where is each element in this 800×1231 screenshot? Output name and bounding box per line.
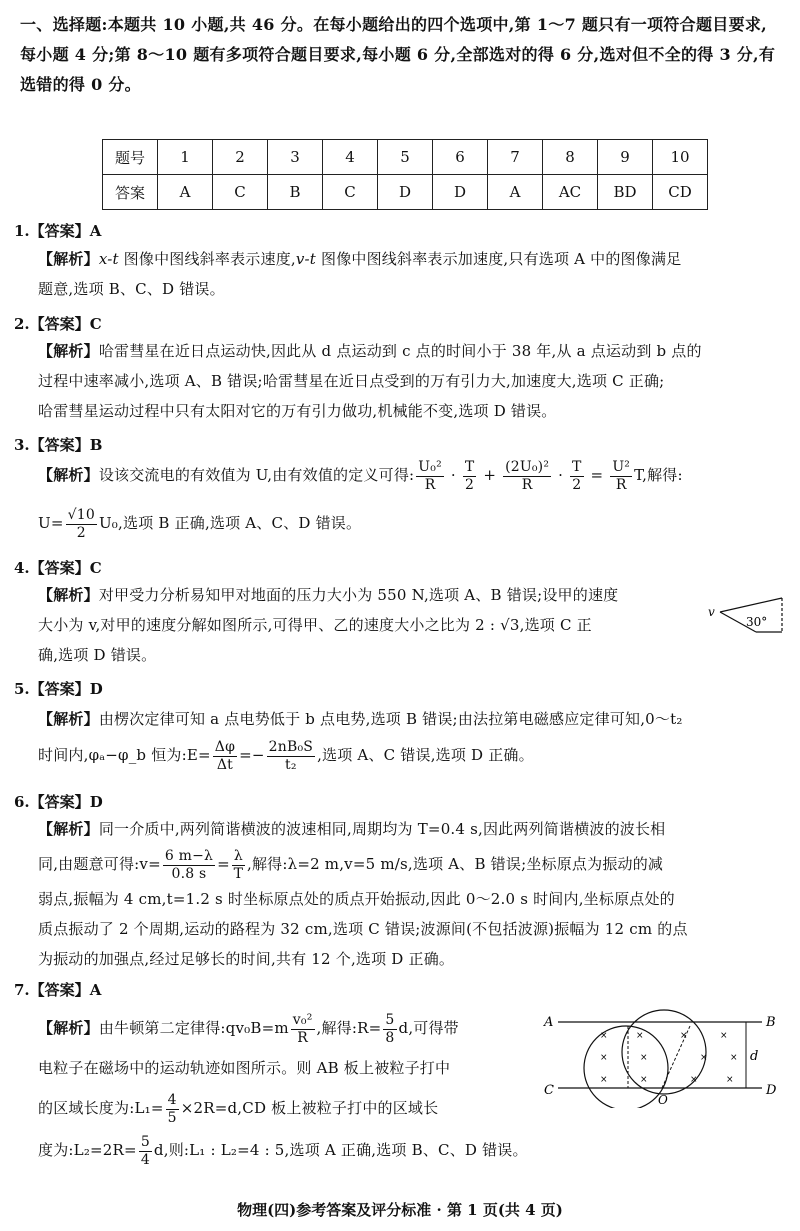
q1-answer: 1.【答案】A: [14, 222, 102, 240]
table-cell: BD: [598, 175, 653, 210]
q6-analysis: 【解析】同一介质中,两列简谐横波的波速相同,周期均为 T=0.4 s,因此两列简谐横波的波长相 同,由题意可得:v= $\frac{6 m-\lambda}{0.8 s}$ = $\frac{\lambda}{T}$ ,解得:λ=2 m,v=5 m/s,选项 A、B 错误;坐标原点为振动的减 弱点,振幅为 4 cm,t=1.2 s 时坐标原点处的质点开始振动,因此 0～2.0 s 时间内,坐标原点处的 质点振动了 2 个周期,运动的路程为 32 cm,选项 C 错误;波源间(不包括波源)振幅为 12 cm 的点 为振动的加强点,经过足够长的时间,共有 12 个,选项 D 正确。: [38, 820, 688, 968]
field-mark: ×: [726, 1075, 734, 1085]
q3-answer: 3.【答案】B: [14, 436, 103, 454]
q4-answer: 4.【答案】C: [14, 559, 102, 577]
label-d: d: [750, 1049, 759, 1064]
table-cell: AC: [543, 175, 598, 210]
label-B: B: [766, 1015, 776, 1030]
answer-table: [102, 139, 708, 210]
q7-analysis-last: 度为:L₂=2R= $\frac{5}{4}$ d,则:L₁ : L₂=4 : 5,选项 A 正确,选项 B、C、D 错误。: [38, 1133, 528, 1168]
table-row: [103, 140, 708, 175]
table-cell: 1: [158, 140, 213, 175]
fraction: $\frac{\text{U²}}{R}$: [612, 458, 631, 493]
velocity-arrow: [720, 598, 782, 612]
fraction: $\frac{\text{v₀²}}{R}$: [292, 1011, 313, 1046]
field-mark: ×: [700, 1053, 708, 1063]
field-mark: ×: [600, 1075, 608, 1085]
fraction: $\frac{6 m-\lambda}{0.8 s}$: [164, 847, 214, 882]
label-C: C: [544, 1083, 554, 1098]
q1-analysis: 【解析】x-t 图像中图线斜率表示速度,v-t 图像中图线斜率表示加速度,只有选项 A 中的图像满足 题意,选项 B、C、D 错误。: [38, 250, 682, 298]
magnetic-field-figure: [540, 1008, 790, 1108]
fraction: $\frac{\text{2nB₀S}}{\text{t₂}}$: [268, 738, 314, 773]
field-mark: ×: [600, 1031, 608, 1041]
table-cell: 8: [543, 140, 598, 175]
table-cell: D: [433, 175, 488, 210]
section-intro: 一、选择题:本题共 10 小题,共 46 分。在每小题给出的四个选项中,第 1～7 题只有一项符合题目要求,每小题 4 分;第 8～10 题有多项符合题目要求,每小题 6 分,全部选对的得 6 分,选对但不全的得 3 分,有选错的得 0 分。: [20, 15, 776, 94]
fraction: $\frac{\text{U₀²}}{R}$: [418, 458, 442, 493]
q5-answer: 5.【答案】D: [14, 680, 103, 698]
fraction: $\frac{T}{2}$: [464, 458, 475, 493]
table-cell: B: [268, 175, 323, 210]
table-cell: C: [323, 175, 378, 210]
field-mark: ×: [680, 1031, 688, 1041]
table-cell: A: [488, 175, 543, 210]
table-cell: 6: [433, 140, 488, 175]
table-cell: 9: [598, 140, 653, 175]
fraction: $\frac{\text{(2U₀)²}}{R}$: [505, 458, 550, 493]
q7-answer: 7.【答案】A: [14, 981, 102, 999]
q6-answer: 6.【答案】D: [14, 793, 103, 811]
label-A: A: [544, 1015, 554, 1030]
field-mark: ×: [636, 1031, 644, 1041]
table-cell: 3: [268, 140, 323, 175]
velocity-decomposition-figure: [706, 594, 790, 638]
fraction: $\frac{4}{5}$: [167, 1091, 177, 1126]
field-mark: ×: [600, 1053, 608, 1063]
trajectory-circle-1: [584, 1026, 668, 1108]
table-cell: 5: [378, 140, 433, 175]
table-cell: C: [213, 175, 268, 210]
field-mark: ×: [640, 1053, 648, 1063]
table-cell: A: [158, 175, 213, 210]
q2-analysis: 【解析】哈雷彗星在近日点运动快,因此从 d 点运动到 c 点的时间小于 38 年,从 a 点运动到 b 点的 过程中速率减小,选项 A、B 错误;哈雷彗星在近日点受到的万有引力大,加速度大,选项 C 正确; 哈雷彗星运动过程中只有太阳对它的万有引力做功,机械能不变,选项 D 错误。: [38, 342, 702, 420]
field-mark: ×: [720, 1031, 728, 1041]
table-cell: 7: [488, 140, 543, 175]
q3-analysis: 【解析】设该交流电的有效值为 U,由有效值的定义可得: $\frac{\text{U₀²}}{R}$ · $\frac{T}{2}$ + $\frac{\text{(2U₀)²}}{R}$ · $\frac{T}{2}$ = $\frac{\text{U²}}{R}$ T,解得: U= $\frac{√10}{2}$ U₀,选项 B 正确,选项 A、C、D 错误。: [38, 458, 683, 541]
q2-answer: 2.【答案】C: [14, 315, 102, 333]
table-cell: D: [378, 175, 433, 210]
field-mark: ×: [640, 1075, 648, 1085]
label-O: O: [658, 1093, 668, 1107]
table-cell: 2: [213, 140, 268, 175]
field-mark: ×: [730, 1053, 738, 1063]
table-cell: 4: [323, 140, 378, 175]
angle-label: 30°: [746, 615, 768, 629]
fraction: $\frac{5}{4}$: [140, 1133, 150, 1168]
table-cell: CD: [653, 175, 708, 210]
velocity-label: v: [708, 605, 715, 619]
label-D: D: [766, 1083, 777, 1098]
fraction: $\frac{T}{2}$: [572, 458, 582, 493]
table-header-cell: 答案: [103, 175, 158, 210]
page-footer: 物理(四)参考答案及评分标准 · 第 1 页(共 4 页): [237, 1201, 563, 1219]
field-mark: ×: [690, 1075, 698, 1085]
fraction: $\frac{\lambda}{T}$: [233, 847, 244, 882]
fraction: $\frac{√10}{2}$: [67, 506, 95, 541]
table-cell: 10: [653, 140, 708, 175]
table-row: [103, 175, 708, 210]
table-header-cell: 题号: [103, 140, 158, 175]
q7-analysis: 【解析】由牛顿第二定律得:qv₀B=m $\frac{\text{v₀²}}{R}$ ,解得:R= $\frac{5}{8}$ d,可得带 电粒子在磁场中的运动轨迹如图所示。则 AB 板上被粒子打中 的区域长度为:L₁= $\frac{4}{5}$ ×2R=d,CD 板上被粒子打中的区域长: [38, 1011, 459, 1126]
q5-analysis: 【解析】由楞次定律可知 a 点电势低于 b 点电势,选项 B 错误;由法拉第电磁感应定律可知,0～t₂ 时间内,φₐ−φ_b 恒为:E= $\frac{\Delta\varphi}{\Delta t}$ =− $\frac{\text{2nB₀S}}{\text{t₂}}$ ,选项 A、C 错误,选项 D 正确。: [38, 710, 683, 773]
fraction: $\frac{\Delta\varphi}{\Delta t}$: [214, 738, 236, 773]
q4-analysis: 【解析】对甲受力分析易知甲对地面的压力大小为 550 N,选项 A、B 错误;设甲的速度 大小为 v,对甲的速度分解如图所示,可得甲、乙的速度大小之比为 2 : √3,选项 C 正 确,选项 D 错误。: [38, 586, 619, 664]
fraction: $\frac{5}{8}$: [385, 1011, 395, 1046]
